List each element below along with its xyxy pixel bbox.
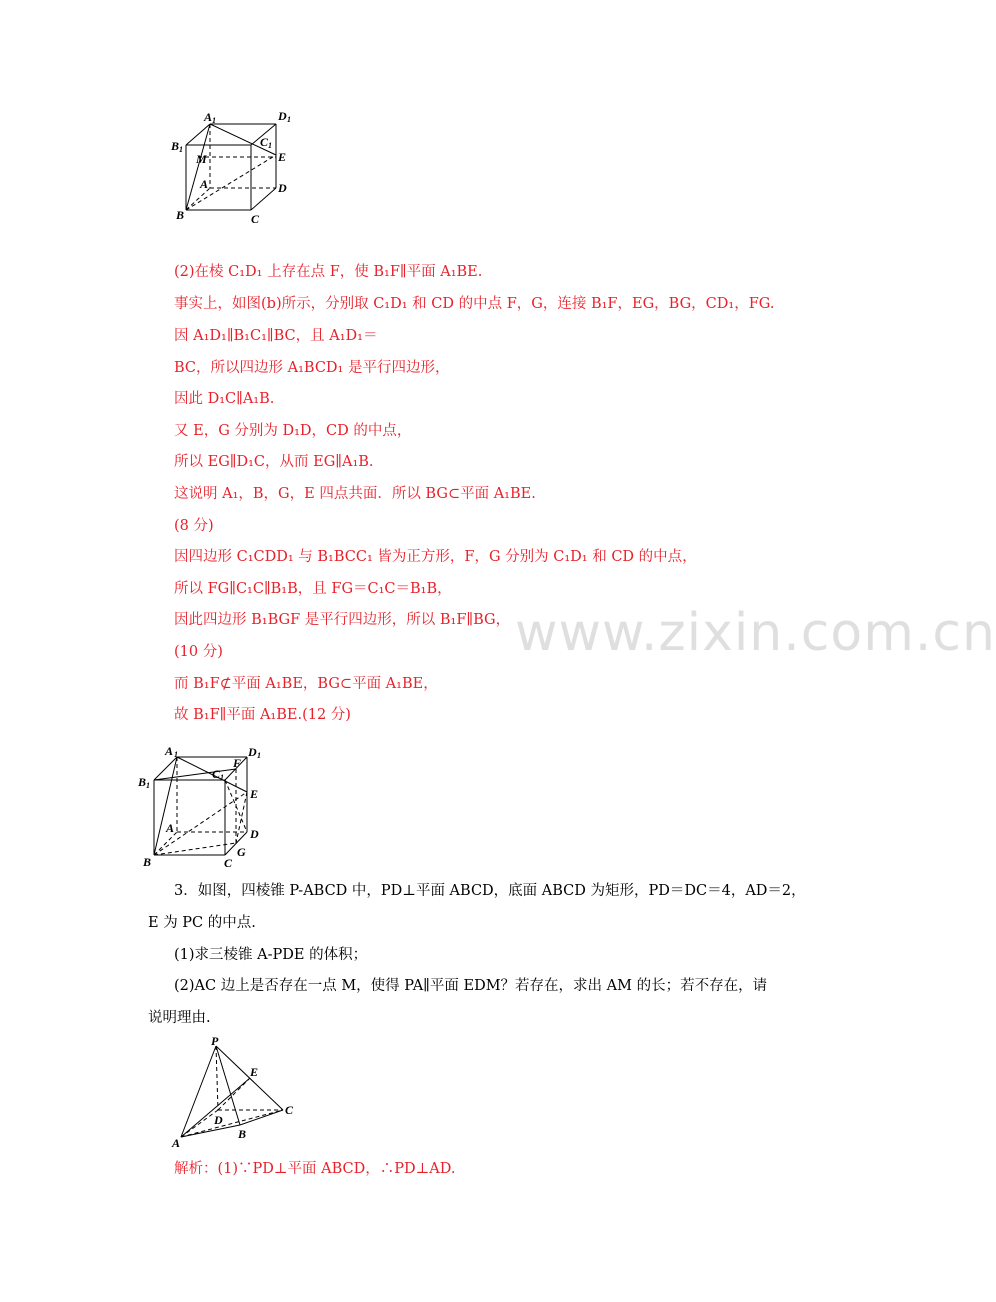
label-d: D — [214, 1113, 223, 1127]
label-d: D — [278, 181, 287, 195]
label-b: B — [143, 855, 152, 869]
svg-text:1: 1 — [257, 751, 261, 760]
label-b: B — [176, 208, 185, 222]
label-a: A — [200, 177, 209, 191]
svg-text:1: 1 — [268, 141, 272, 150]
problem-3-line-4: (2)AC 边上是否存在一点 M，使得 PA∥平面 EDM？若存在，求出 AM 的长；若不存在，请 — [174, 978, 768, 994]
label-a: A — [166, 821, 175, 835]
label-a1: A — [165, 744, 174, 758]
problem-3-line-1: 3．如图，四棱锥 P-ABCD 中，PD⊥平面 ABCD，底面 ABCD 为矩形，PD＝DC＝4，AD＝2， — [174, 883, 806, 899]
label-c1: C — [212, 767, 221, 781]
label-e: E — [278, 150, 287, 164]
label-m: M — [196, 152, 207, 166]
svg-text:1: 1 — [146, 781, 150, 790]
cube-figure-a — [165, 105, 300, 230]
solution-line-5: 因此 D₁C∥A₁B. — [174, 391, 275, 407]
solution-line-13: (10 分) — [174, 644, 223, 660]
label-c: C — [251, 212, 260, 226]
label-f: F — [233, 756, 242, 770]
watermark: www.zixin.com.cn — [515, 603, 996, 663]
label-a: A — [172, 1136, 181, 1150]
cube-figure-b — [135, 740, 270, 870]
solution-line-7: 所以 EG∥D₁C，从而 EG∥A₁B. — [174, 454, 374, 470]
label-d1: D — [278, 109, 287, 123]
solution-line-1: (2)在棱 C₁D₁ 上存在点 F，使 B₁F∥平面 A₁BE. — [174, 264, 483, 280]
problem-3-line-2: E 为 PC 的中点. — [148, 915, 256, 931]
svg-text:1: 1 — [174, 750, 178, 759]
solution-line-12: 因此四边形 B₁BGF 是平行四边形，所以 B₁F∥BG， — [174, 612, 511, 628]
svg-text:1: 1 — [287, 115, 291, 124]
label-g: G — [237, 845, 246, 859]
problem-3-line-5: 说明理由. — [148, 1010, 211, 1026]
label-b1: B — [138, 775, 147, 789]
label-d1: D — [248, 745, 257, 759]
label-e: E — [250, 1065, 259, 1079]
solution-line-14: 而 B₁F⊄平面 A₁BE，BG⊂平面 A₁BE， — [174, 676, 438, 692]
label-d: D — [250, 827, 259, 841]
label-e: E — [250, 787, 259, 801]
label-c: C — [224, 856, 233, 870]
label-c: C — [285, 1103, 294, 1117]
solution-line-4: BC，所以四边形 A₁BCD₁ 是平行四边形， — [174, 360, 450, 376]
solution-line-11: 所以 FG∥C₁C∥B₁B，且 FG＝C₁C＝B₁B， — [174, 581, 452, 597]
svg-text:1: 1 — [220, 773, 224, 782]
problem-3-line-3: (1)求三棱锥 A-PDE 的体积； — [174, 947, 368, 963]
solution-line-15: 故 B₁F∥平面 A₁BE.(12 分) — [174, 707, 351, 723]
solution-line-10: 因四边形 C₁CDD₁ 与 B₁BCC₁ 皆为正方形，F，G 分别为 C₁D₁ 和 CD 的中点， — [174, 549, 697, 565]
answer-line: 解析：(1)∵PD⊥平面 ABCD，∴PD⊥AD. — [174, 1161, 456, 1177]
pyramid-figure — [170, 1033, 300, 1148]
label-p: P — [211, 1034, 219, 1048]
solution-line-9: (8 分) — [174, 518, 214, 534]
svg-text:1: 1 — [179, 145, 183, 154]
solution-line-2: 事实上，如图(b)所示，分别取 C₁D₁ 和 CD 的中点 F，G，连接 B₁F，EG，BG，CD₁，FG. — [174, 296, 775, 312]
label-b: B — [238, 1127, 247, 1141]
label-a1: A — [204, 110, 213, 124]
solution-line-3: 因 A₁D₁∥B₁C₁∥BC，且 A₁D₁＝ — [174, 328, 378, 344]
solution-line-8: 这说明 A₁，B，G，E 四点共面．所以 BG⊂平面 A₁BE. — [174, 486, 536, 502]
label-b1: B — [171, 139, 180, 153]
solution-line-6: 又 E，G 分别为 D₁D，CD 的中点， — [174, 423, 412, 439]
label-c1: C — [260, 135, 269, 149]
svg-text:1: 1 — [212, 116, 216, 125]
